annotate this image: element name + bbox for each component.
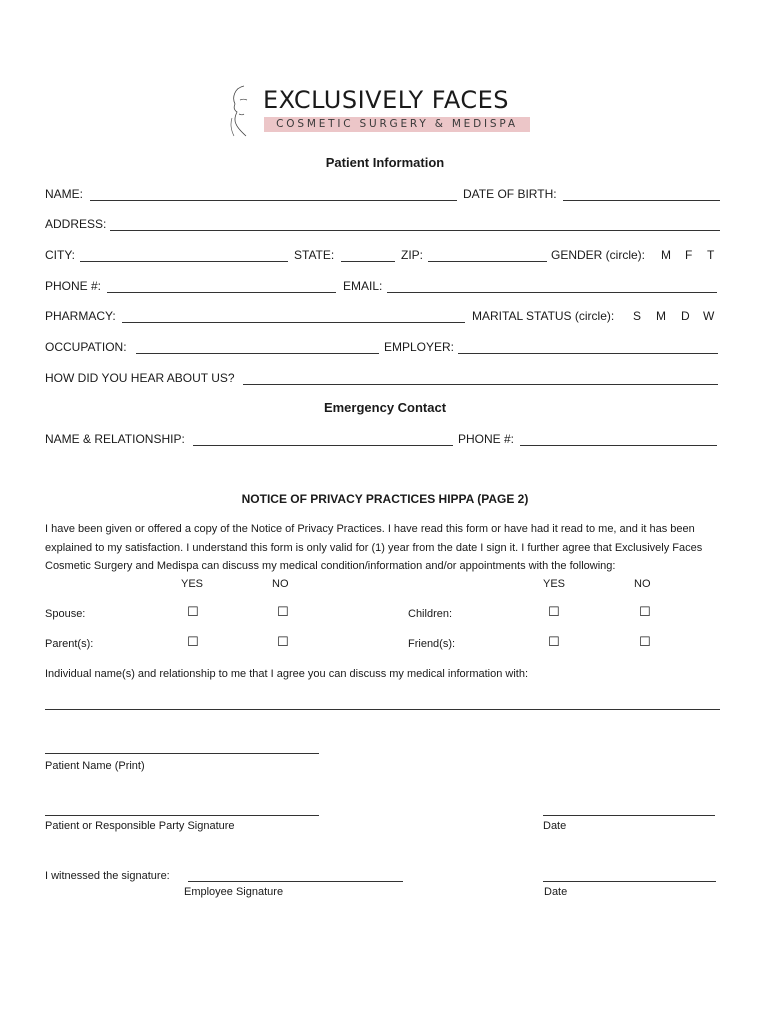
state-label: STATE:: [294, 248, 335, 262]
patient-date-field[interactable]: [543, 815, 715, 816]
brand-name: EXCLUSIVELY FACES: [263, 86, 509, 114]
city-label: CITY:: [45, 248, 76, 262]
patient-signature-label: Patient or Responsible Party Signature: [45, 820, 235, 832]
no-header-right: NO: [634, 578, 651, 590]
occupation-label: OCCUPATION:: [45, 340, 127, 354]
patient-name-field[interactable]: [45, 753, 319, 754]
occupation-field[interactable]: [136, 353, 379, 354]
individual-field[interactable]: [45, 709, 720, 710]
parents-label: Parent(s):: [45, 638, 94, 650]
emergency-title: Emergency Contact: [323, 400, 447, 415]
emergency-phone-label: PHONE #:: [458, 432, 515, 446]
marital-option-s[interactable]: S: [633, 309, 642, 323]
patient-name-label: Patient Name (Print): [45, 760, 145, 772]
yes-header-right: YES: [543, 578, 566, 590]
spouse-no-checkbox[interactable]: ☐: [277, 605, 289, 620]
dob-field[interactable]: [563, 200, 720, 201]
dob-label: DATE OF BIRTH:: [463, 187, 557, 201]
emergency-name-field[interactable]: [193, 445, 453, 446]
gender-label: GENDER (circle):: [551, 248, 646, 262]
children-no-checkbox[interactable]: ☐: [639, 605, 651, 620]
city-field[interactable]: [80, 261, 288, 262]
children-yes-checkbox[interactable]: ☐: [548, 605, 560, 620]
state-field[interactable]: [341, 261, 395, 262]
phone-field[interactable]: [107, 292, 336, 293]
individual-label: Individual name(s) and relationship to me that I agree you can discuss my medical information with:: [45, 668, 529, 680]
no-header-left: NO: [272, 578, 289, 590]
privacy-paragraph: I have been given or offered a copy of the Notice of Privacy Practices. I have read this form or have had it read to me, and it has been explained to my satisfaction. I understand this form is only valid for (1) year from the date I sign it. I further agree that Exclusively Faces Cosmetic Surgery and Medispa can discuss my medical condition/information and/or appointments with the following:: [45, 523, 703, 572]
parents-yes-checkbox[interactable]: ☐: [187, 635, 199, 650]
marital-option-d[interactable]: D: [681, 309, 690, 323]
witness-date-label: Date: [544, 886, 568, 898]
spouse-label: Spouse:: [45, 608, 86, 620]
children-label: Children:: [408, 608, 453, 620]
witness-date-field[interactable]: [543, 881, 716, 882]
employee-signature-label: Employee Signature: [184, 886, 284, 898]
employer-label: EMPLOYER:: [384, 340, 455, 354]
emergency-phone-field[interactable]: [520, 445, 717, 446]
hear-field[interactable]: [243, 384, 718, 385]
privacy-title: NOTICE OF PRIVACY PRACTICES HIPPA (PAGE 2): [241, 492, 529, 506]
friends-yes-checkbox[interactable]: ☐: [548, 635, 560, 650]
patient-date-label: Date: [543, 820, 567, 832]
patient-signature-field[interactable]: [45, 815, 319, 816]
email-field[interactable]: [387, 292, 717, 293]
phone-label: PHONE #:: [45, 279, 102, 293]
parents-no-checkbox[interactable]: ☐: [277, 635, 289, 650]
zip-label: ZIP:: [401, 248, 424, 262]
address-field[interactable]: [110, 230, 720, 231]
name-label: NAME:: [45, 187, 84, 201]
email-label: EMAIL:: [343, 279, 383, 293]
friends-label: Friend(s):: [408, 638, 456, 650]
name-field[interactable]: [90, 200, 457, 201]
marital-label: MARITAL STATUS (circle):: [472, 309, 615, 323]
employee-signature-field[interactable]: [188, 881, 403, 882]
gender-option-t[interactable]: T: [707, 248, 715, 262]
face-outline-icon: [226, 84, 256, 138]
patient-info-title: Patient Information: [325, 155, 445, 170]
marital-option-w[interactable]: W: [703, 309, 715, 323]
gender-option-f[interactable]: F: [685, 248, 693, 262]
pharmacy-label: PHARMACY:: [45, 309, 116, 323]
gender-option-m[interactable]: M: [661, 248, 671, 262]
friends-no-checkbox[interactable]: ☐: [639, 635, 651, 650]
address-label: ADDRESS:: [45, 217, 107, 231]
emergency-name-label: NAME & RELATIONSHIP:: [45, 432, 185, 446]
yes-header-left: YES: [181, 578, 204, 590]
brand-tagline: COSMETIC SURGERY & MEDISPA: [264, 117, 530, 132]
witness-label: I witnessed the signature:: [45, 870, 170, 882]
spouse-yes-checkbox[interactable]: ☐: [187, 605, 199, 620]
pharmacy-field[interactable]: [122, 322, 465, 323]
hear-label: HOW DID YOU HEAR ABOUT US?: [45, 371, 235, 385]
marital-option-m[interactable]: M: [656, 309, 666, 323]
zip-field[interactable]: [428, 261, 547, 262]
employer-field[interactable]: [458, 353, 718, 354]
